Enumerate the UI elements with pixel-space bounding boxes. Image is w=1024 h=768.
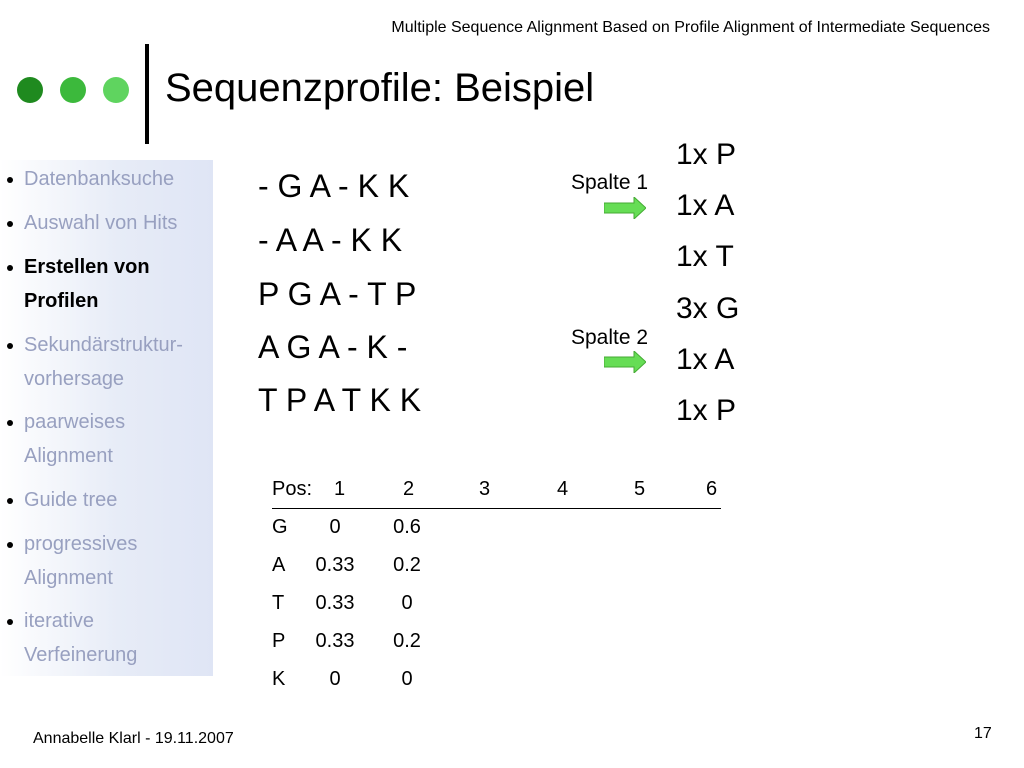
table-row (272, 668, 472, 694)
sidebar-item-datenbanksuche[interactable] (24, 162, 174, 196)
pos-label: Pos: (272, 478, 313, 500)
profile-value: 0.33 (315, 630, 355, 652)
arrow-right-icon (604, 351, 646, 373)
profile-value: 0.33 (315, 592, 355, 614)
sidebar-item-label: paarweises (24, 411, 126, 433)
sidebar-item-label: Datenbanksuche (24, 168, 175, 190)
bullet-icon (7, 498, 13, 504)
table-row (272, 516, 472, 542)
profile-value: 0 (401, 592, 413, 614)
residue-label: T (272, 592, 285, 614)
bullet-icon (7, 542, 13, 548)
pos-number: 6 (706, 478, 718, 500)
profile-value: 0.2 (393, 554, 421, 576)
sequence-line-5: T P A T K K (258, 382, 422, 418)
bullet-icon (7, 177, 13, 183)
profile-value: 0.6 (393, 516, 421, 538)
count-item: 3x G (676, 292, 740, 325)
count-item: 1x A (676, 189, 735, 222)
bullet-icon (7, 343, 13, 349)
bullet-icon (7, 221, 13, 227)
profile-value: 0 (329, 668, 341, 690)
table-row (272, 554, 472, 580)
pos-number: 5 (634, 478, 646, 500)
sidebar-item-sekundaerstruktur[interactable] (24, 328, 183, 396)
sequence-line-3: P G A - T P (258, 276, 417, 312)
residue-label: K (272, 668, 286, 690)
profile-value: 0 (329, 516, 341, 538)
footer-author-date: Annabelle Klarl - 19.11.2007 (33, 730, 234, 747)
sidebar-item-label: vorhersage (24, 368, 125, 390)
spalte-1-label: Spalte 1 (571, 171, 649, 194)
arrow-right-icon (604, 197, 646, 219)
sequence-line-2: - A A - K K (258, 222, 403, 258)
title-divider (145, 44, 149, 144)
pos-number: 4 (557, 478, 569, 500)
sidebar-item-auswahl-von-hits[interactable] (24, 206, 177, 240)
sequence-line-4: A G A - K - (258, 329, 408, 365)
sidebar-item-label: Alignment (24, 567, 113, 589)
decor-dot-1 (17, 77, 43, 103)
count-item: 1x A (676, 343, 735, 376)
spalte-2-label: Spalte 2 (571, 326, 649, 349)
sidebar-item-label: Verfeinerung (24, 644, 138, 666)
sidebar-item-label: iterative (24, 610, 95, 632)
bullet-icon (7, 619, 13, 625)
sequence-line-1: - G A - K K (258, 168, 410, 204)
presentation-title: Multiple Sequence Alignment Based on Profile Alignment of Intermediate Sequences (391, 19, 990, 36)
decor-dot-3 (103, 77, 129, 103)
sidebar-item-guide-tree[interactable] (24, 483, 117, 517)
table-row (272, 592, 472, 618)
sidebar (0, 160, 213, 676)
pos-number: 3 (479, 478, 491, 500)
residue-label: A (272, 554, 286, 576)
sidebar-item-progressives-alignment[interactable] (24, 527, 137, 595)
pos-number: 1 (334, 478, 346, 500)
profile-table-header (272, 478, 721, 509)
sidebar-item-label: Guide tree (24, 489, 118, 511)
sidebar-item-label: Profilen (24, 290, 99, 312)
count-item: 1x P (676, 138, 737, 171)
sidebar-item-label: Auswahl von Hits (24, 212, 178, 234)
slide-title: Sequenzprofile: Beispiel (165, 66, 595, 110)
count-item: 1x P (676, 394, 737, 427)
sidebar-item-label: Alignment (24, 445, 113, 467)
count-item: 1x T (676, 240, 734, 273)
sidebar-item-iterative-verfeinerung[interactable] (24, 604, 137, 672)
sidebar-item-label: Sekundärstruktur- (24, 334, 183, 356)
sidebar-item-label: progressives (24, 533, 138, 555)
page-number: 17 (974, 725, 992, 742)
residue-label: P (272, 630, 286, 652)
sidebar-item-label: Erstellen von (24, 256, 150, 278)
pos-number: 2 (403, 478, 415, 500)
decor-dot-2 (60, 77, 86, 103)
residue-label: G (272, 516, 288, 538)
profile-value: 0.33 (315, 554, 355, 576)
sidebar-item-paarweises-alignment[interactable] (24, 405, 125, 473)
table-row (272, 630, 472, 656)
sidebar-item-erstellen-von-profilen[interactable] (24, 250, 150, 318)
profile-value: 0 (401, 668, 413, 690)
bullet-icon (7, 265, 13, 271)
profile-value: 0.2 (393, 630, 421, 652)
bullet-icon (7, 420, 13, 426)
